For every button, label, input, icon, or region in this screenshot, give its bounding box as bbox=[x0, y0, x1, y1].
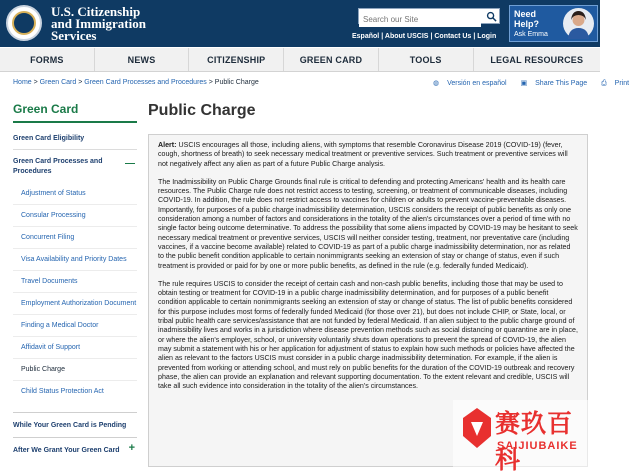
dhs-seal-logo[interactable] bbox=[6, 5, 42, 41]
sidebar bbox=[13, 102, 137, 462]
nav-green-card[interactable]: GREEN CARD bbox=[284, 48, 379, 71]
body-paragraph-3: The rule requires USCIS to consider the receipt of certain cash and non-cash public benefits, including those that may be used to obtain testing or treatment for COVID-19 in a public charge inadmissibility determination, and for purposes of a public benefit condition applicable to certain nonimmigrants seeking an extension of stay or change of status. The list of public benefits considered for this purpose includes most forms of federally funded Medicaid (for those over 21), but does not include CHIP, or State, local, or tribal public health care services/assistance that are not funded by federal Medicaid. If an alien subject to the public charge ground of inadmissibility lives and works in a jurisdiction where disease prevention methods such as social distancing or quarantine are in place, or where the alien's employer, school, or university voluntarily shuts down operations to prevent the spread of COVID-19, the alien may submit a statement with his or her application for adjustment of status to explain how such methods or policies have affected the alien as relevant to the factors USCIS must consider in a public charge inadmissibility determination. For example, if the alien is prevented from working or attending school, and must rely on public benefits for the duration of the COVID-19 outbreak and recovery phase, the alien can provide an explanation and relevant supporting documentation. To the extent relevant and credible, USCIS will take all such evidence into consideration in the totality of the alien's circumstances. bbox=[158, 279, 578, 391]
expand-icon[interactable]: + bbox=[128, 442, 135, 454]
page-tools bbox=[433, 79, 641, 88]
nav-tools[interactable]: TOOLS bbox=[379, 48, 474, 71]
page-title: Public Charge bbox=[148, 102, 256, 119]
alert-paragraph bbox=[158, 141, 578, 169]
sidebar-subitem-current[interactable]: Public Charge bbox=[13, 359, 137, 381]
agency-name[interactable] bbox=[51, 6, 146, 42]
sidebar-section-after-grant-label: After We Grant Your Green Card bbox=[13, 447, 120, 454]
search-box bbox=[358, 8, 500, 24]
body-paragraph-2: The Inadmissibility on Public Charge Grounds final rule is critical to defending and protecting Americans' health and its health care resources. The Public Charge rule does not restrict access to testing, screening, or treatment of communicable diseases, including COVID-19. In addition, the rule does not restrict access to vaccines for children or adults to prevent vaccine-preventable diseases. Importantly, for purposes of a public charge inadmissibility determination, USCIS considers the receipt of public benefits as only one consideration among a number of factors and considerations in the totality of the alien's circumstances over a period of time with no single factor being outcome determinative. To address the possibility that some aliens impacted by COVID-19 may be hesitant to seek necessary medical treatment or preventive services, USCIS will neither consider testing, treatment, nor preventative care (including vaccines, if a vaccine become available) related to COVID-19 as part of a public charge inadmissibility determination, nor as related to the public benefit condition applicable to certain nonimmigrants seeking an extension of stay or change of status, even if such treatment is provided or paid for by one or more public benefits, as defined in the rule (e.g. federally funded Medicaid). bbox=[158, 177, 578, 270]
sidebar-subitem[interactable]: Consular Processing bbox=[13, 205, 137, 227]
watermark-en-text: SAIJIUBAIKE bbox=[497, 440, 578, 452]
share-label: Share This Page bbox=[535, 80, 588, 87]
help-line1: Need bbox=[514, 9, 537, 19]
breadcrumb: Home > Green Card > Green Card Processes and Procedures > Public Charge bbox=[13, 79, 259, 86]
share-link[interactable] bbox=[521, 80, 594, 87]
sidebar-title[interactable]: Green Card bbox=[13, 102, 137, 123]
sidebar-section-pending[interactable]: While Your Green Card is Pending bbox=[13, 412, 137, 437]
agency-name-line3: Services bbox=[51, 28, 97, 43]
help-line2: Help? bbox=[514, 19, 540, 29]
agency-name-line2: and Immigration bbox=[51, 16, 146, 31]
utility-links: Español | About USCIS | Contact Us | Login bbox=[352, 33, 497, 40]
ask-emma-button[interactable] bbox=[509, 5, 598, 42]
nav-forms[interactable]: FORMS bbox=[0, 48, 95, 71]
watermark-logo-icon bbox=[461, 406, 493, 450]
alert-label: Alert: bbox=[158, 141, 177, 149]
sidebar-subitem[interactable]: Concurrent Filing bbox=[13, 227, 137, 249]
sidebar-subitem[interactable]: Child Status Protection Act bbox=[21, 388, 104, 395]
share-icon: ▣ bbox=[520, 80, 528, 87]
sidebar-subitem[interactable]: Affidavit of Support bbox=[13, 337, 137, 359]
agency-name-line1: U.S. Citizenship bbox=[51, 4, 141, 19]
sidebar-subitem[interactable]: Finding a Medical Doctor bbox=[13, 315, 137, 337]
sidebar-item-eligibility[interactable]: Green Card Eligibility bbox=[13, 127, 137, 150]
globe-icon: ◍ bbox=[433, 80, 440, 87]
watermark bbox=[453, 400, 598, 474]
link-contact-us[interactable]: Contact Us bbox=[434, 33, 472, 40]
breadcrumb-green-card[interactable]: Green Card bbox=[39, 79, 77, 86]
sidebar-item-processes-label: Green Card Processes and Procedures bbox=[13, 158, 103, 175]
print-icon: ⎙ bbox=[601, 80, 607, 87]
link-about-uscis[interactable]: About USCIS bbox=[384, 33, 429, 40]
sidebar-section-after-grant[interactable] bbox=[13, 437, 137, 462]
sidebar-subitem[interactable]: Travel Documents bbox=[13, 271, 137, 293]
breadcrumb-home[interactable]: Home bbox=[13, 79, 32, 86]
nav-citizenship[interactable]: CITIZENSHIP bbox=[189, 48, 284, 71]
watermark-cn-text: 赛玖百科 bbox=[495, 409, 574, 474]
ask-emma-label: Ask Emma bbox=[514, 31, 548, 38]
breadcrumb-current: Public Charge bbox=[214, 79, 259, 86]
search-input[interactable] bbox=[359, 13, 481, 27]
site-header bbox=[0, 0, 600, 47]
spanish-version-link[interactable] bbox=[433, 80, 513, 87]
emma-avatar bbox=[563, 8, 594, 39]
sidebar-item-processes[interactable] bbox=[13, 150, 137, 183]
nav-news[interactable]: NEWS bbox=[95, 48, 190, 71]
nav-legal-resources[interactable]: LEGAL RESOURCES bbox=[490, 55, 584, 65]
sidebar-subitem[interactable]: Employment Authorization Document bbox=[13, 293, 137, 315]
print-label: Print bbox=[614, 80, 630, 87]
main-nav bbox=[0, 48, 600, 72]
sidebar-subitem[interactable]: Visa Availability and Priority Dates bbox=[13, 249, 137, 271]
sidebar-subitem[interactable]: Adjustment of Status bbox=[13, 183, 137, 205]
link-login[interactable]: Login bbox=[477, 33, 497, 40]
link-espanol[interactable]: Español bbox=[352, 33, 380, 40]
breadcrumb-processes[interactable]: Green Card Processes and Procedures bbox=[84, 79, 207, 86]
print-link[interactable] bbox=[601, 80, 635, 87]
spanish-version-label: Versión en español bbox=[447, 80, 507, 87]
alert-text: USCIS encourages all those, including aliens, with symptoms that resemble Coronavirus Disease 2019 (COVID-19) (fever, cough, shortness of breath) to seek necessary medical treatment or preventive services. Such treatment or preventive services will not negatively affect any alien as part of a future Public Charge analysis. bbox=[158, 141, 568, 168]
search-icon[interactable] bbox=[486, 11, 497, 22]
collapse-icon[interactable]: — bbox=[125, 158, 135, 169]
